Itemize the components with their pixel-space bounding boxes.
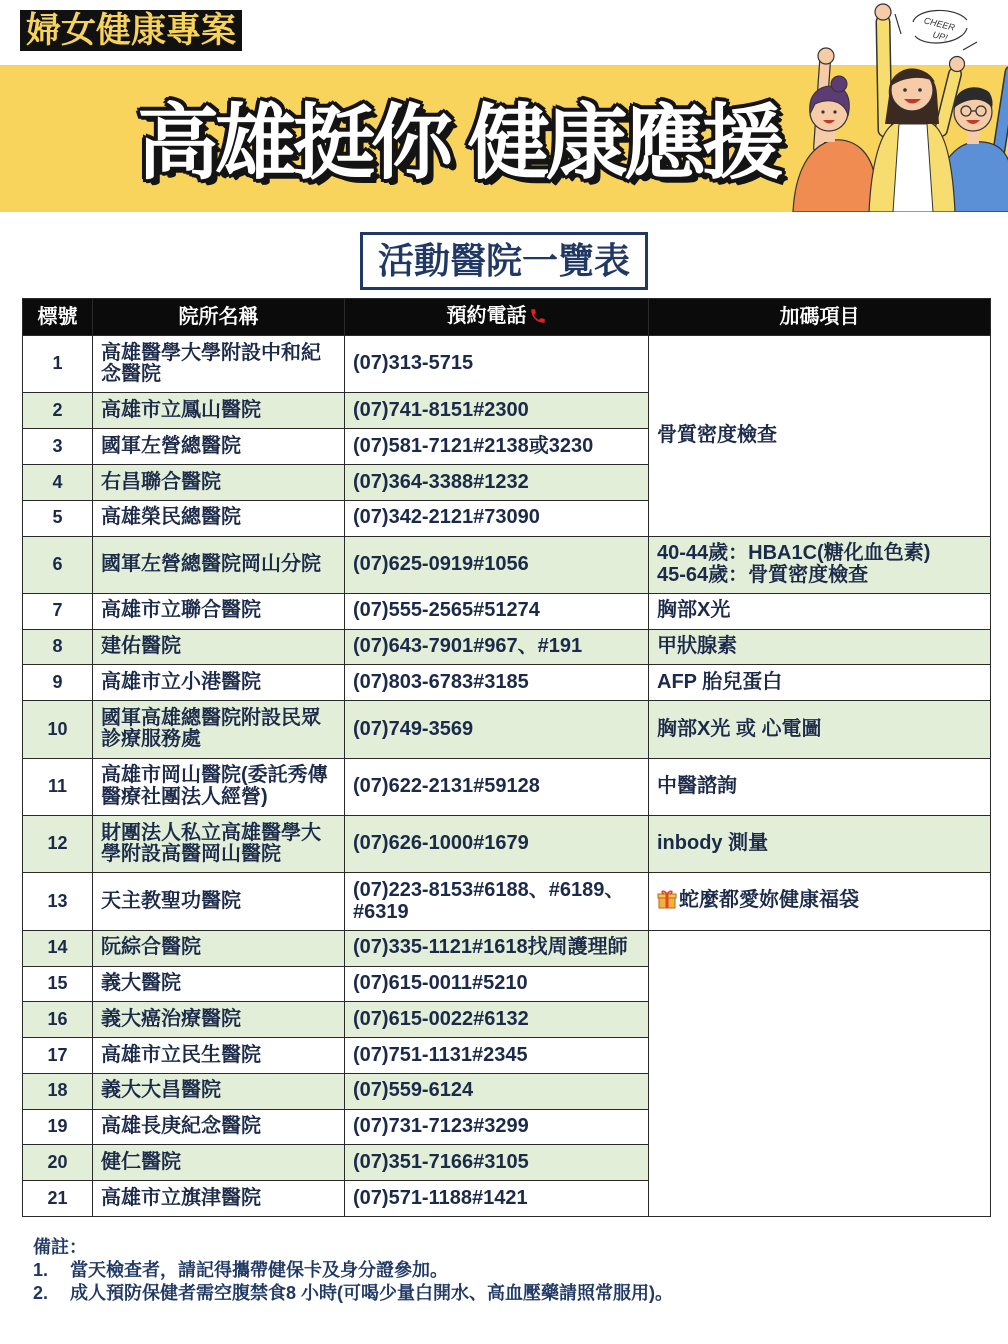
phone-number: (07)351-7166#3105 [345,1145,649,1181]
phone-number: (07)313-5715 [345,336,649,393]
note-item [33,1259,673,1282]
hospital-name: 義大大昌醫院 [93,1073,345,1109]
table-row [23,815,991,872]
row-number: 4 [23,464,93,500]
illustration-girl [793,48,877,212]
row-number: 18 [23,1073,93,1109]
phone-number: (07)803-6783#3185 [345,665,649,701]
hospital-table [22,298,991,1217]
phone-number: (07)626-1000#1679 [345,815,649,872]
header-phone-label: 預約電話 [446,304,527,327]
hospital-table-container [22,298,990,1217]
cheer-bubble [895,10,977,50]
bonus-item-cell [649,665,991,701]
row-number: 14 [23,930,93,966]
phone-number: (07)581-7121#2138或3230 [345,429,649,465]
phone-icon [529,307,547,330]
row-number: 21 [23,1181,93,1217]
bonus-item-cell [649,629,991,665]
phone-number: (07)625-0919#1056 [345,536,649,593]
hospital-name: 高雄市立民生醫院 [93,1038,345,1074]
bonus-item-text: AFP 胎兒蛋白 [657,671,783,694]
row-number: 5 [23,500,93,536]
phone-number: (07)559-6124 [345,1073,649,1109]
note-text: 當天檢查者，請記得攜帶健保卡及身分證參加。 [70,1260,448,1280]
phone-number: (07)622-2131#59128 [345,758,649,815]
table-row [23,593,991,629]
phone-number: (07)643-7901#967、#191 [345,629,649,665]
bonus-item-cell [649,593,991,629]
hospital-name: 國軍高雄總醫院附設民眾診療服務處 [93,701,345,758]
row-number: 6 [23,536,93,593]
phone-number: (07)741-8151#2300 [345,393,649,429]
bonus-item-cell [649,758,991,815]
header-bonus-item-label: 加碼項目 [779,306,860,328]
row-number: 11 [23,758,93,815]
hospital-name: 阮綜合醫院 [93,930,345,966]
row-number: 12 [23,815,93,872]
bonus-item-cell [649,873,991,930]
row-number: 1 [23,336,93,393]
hospital-name: 義大醫院 [93,966,345,1002]
row-number: 9 [23,665,93,701]
hospital-name: 天主教聖功醫院 [93,873,345,930]
header-bonus-item [649,299,991,336]
phone-number: (07)555-2565#51274 [345,593,649,629]
row-number: 16 [23,1002,93,1038]
cheer-text-line1: CHEER [922,15,956,33]
note-text: 成人預防保健者需空腹禁食8 小時(可喝少量白開水、高血壓藥請照常服用)。 [70,1283,673,1303]
row-number: 7 [23,593,93,629]
hospital-table-body [23,336,991,1217]
bonus-item-text: 45-64歲：骨質密度檢查 [657,563,869,586]
header-phone [345,299,649,336]
cheering-people-illustration [785,0,1008,212]
row-number: 17 [23,1038,93,1074]
banner-title: 高雄挺你 健康應援 [137,98,780,189]
phone-number: (07)731-7123#3299 [345,1109,649,1145]
row-number: 10 [23,701,93,758]
hospital-name: 財團法人私立高雄醫學大學附設高醫岡山醫院 [93,815,345,872]
table-row [23,336,991,393]
table-row [23,701,991,758]
bonus-item-text: 中醫諮詢 [657,774,737,797]
note-number: 2. [33,1283,49,1303]
row-number: 13 [23,873,93,930]
note-number: 1. [33,1260,49,1280]
phone-number: (07)615-0022#6132 [345,1002,649,1038]
hospital-name: 高雄市立鳳山醫院 [93,393,345,429]
phone-number: (07)342-2121#73090 [345,500,649,536]
bonus-item-cell [649,336,991,537]
row-number: 8 [23,629,93,665]
row-number: 15 [23,966,93,1002]
phone-number: (07)615-0011#5210 [345,966,649,1002]
hospital-name: 健仁醫院 [93,1145,345,1181]
notes [33,1236,673,1305]
row-number: 3 [23,429,93,465]
project-label: 婦女健康專案 [20,10,242,51]
bonus-item-cell [649,701,991,758]
table-row [23,536,991,593]
bonus-item-text: inbody 測量 [657,832,769,855]
bonus-item-text: 胸部X光 或 心電圖 [657,717,822,740]
bonus-item-cell [649,930,991,1216]
hospital-name: 義大癌治療醫院 [93,1002,345,1038]
phone-number: (07)751-1131#2345 [345,1038,649,1074]
hospital-name: 高雄長庚紀念醫院 [93,1109,345,1145]
note-item [33,1282,673,1305]
hospital-name: 高雄醫學大學附設中和紀念醫院 [93,336,345,393]
phone-number: (07)571-1188#1421 [345,1181,649,1217]
table-row [23,665,991,701]
gift-icon [657,889,677,915]
table-row [23,930,991,966]
row-number: 2 [23,393,93,429]
hospital-name: 高雄榮民總醫院 [93,500,345,536]
hospital-name: 高雄市立小港醫院 [93,665,345,701]
row-number: 20 [23,1145,93,1181]
header-hospital-name [93,299,345,336]
bonus-item-text: 蛇麼都愛妳健康福袋 [679,888,859,911]
illustration-woman [869,4,965,212]
hospital-name: 建佑醫院 [93,629,345,665]
bonus-item-text: 40-44歲：HBA1C(糖化血色素) [657,542,931,565]
header-number-label: 標號 [37,306,78,328]
header-number [23,299,93,336]
header-hospital-name-label: 院所名稱 [178,306,259,328]
row-number: 19 [23,1109,93,1145]
bonus-item-text: 胸部X光 [657,599,731,622]
hospital-name: 高雄市立旗津醫院 [93,1181,345,1217]
bonus-item-text: 甲狀腺素 [657,635,737,658]
bonus-item-text: 骨質密度檢查 [657,423,777,446]
phone-number: (07)364-3388#1232 [345,464,649,500]
list-title: 活動醫院一覽表 [360,232,648,290]
phone-number: (07)335-1121#1618找周護理師 [345,930,649,966]
hospital-name: 國軍左營總醫院 [93,429,345,465]
table-header-row [23,299,991,336]
hospital-name: 高雄市岡山醫院(委託秀傳醫療社團法人經營) [93,758,345,815]
table-row [23,873,991,930]
hospital-name: 右昌聯合醫院 [93,464,345,500]
phone-number: (07)223-8153#6188、#6189、#6319 [345,873,649,930]
hospital-name: 高雄市立聯合醫院 [93,593,345,629]
phone-number: (07)749-3569 [345,701,649,758]
bonus-item-cell [649,536,991,593]
hospital-name: 國軍左營總醫院岡山分院 [93,536,345,593]
notes-title: 備註： [33,1237,87,1257]
bonus-item-cell [649,815,991,872]
table-row [23,758,991,815]
cheer-text-line2: UP! [931,29,949,43]
table-row [23,629,991,665]
